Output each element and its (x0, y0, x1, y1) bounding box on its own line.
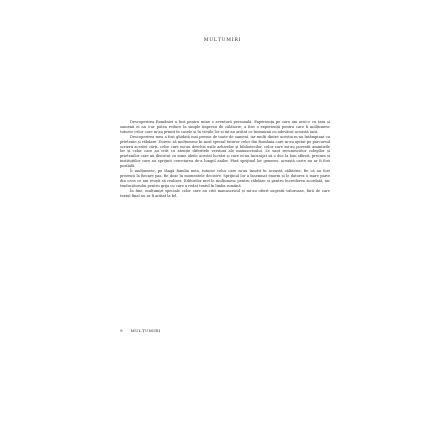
paragraph: Descoperirea României a fost pentru mine o aventură personală. Experiența pe care am avut-o cu țara și oamenii ei nu s-ar putea reduce la simple impresii de călătorie; a fost o experiență pentru care îi mulțumesc tuturor celor care m-au primit în casele și în viețile lor și mi-au arătat ce înseamnă cu adevărat această țară. (120, 120, 330, 134)
paragraph: Îi mulțumesc, pe lângă familia mea, tuturor celor care m-au însoțit în această călătorie, fie că au fost prezenți la fiecare pas, fie doar în momentele decisive. Sprijinul lor a însemnat enorm și le datorez o mare parte din ceea ce am reușit să realizez. Editorilor mei le mulțumesc pentru răbdare și pentru încrederea acordată, iar traducătorului pentru grija cu care a redat textul în limba română. (120, 169, 330, 188)
paragraph: În fine, mulțumiri speciale celor care au citit manuscrisul și mi-au oferit sugestii valoroase, fără de care textul final nu ar fi arătat la fel. (120, 188, 330, 198)
page-footer (120, 328, 161, 333)
body-text (120, 120, 330, 199)
page-number: 9 (120, 328, 123, 333)
footer-label: MULȚUMIRI (130, 328, 161, 333)
paragraph: Descoperirea mea a fost ghidată mai presus de toate de oameni, iar mulți dintre aceștia m-au întâmpinat cu prietenie și răbdare. Doresc să mulțumesc în mod special tuturor celor din România care m-au ajutat pe parcursul scrierii acestei cărți, celor care mi-au deschis ușile arhivelor și bibliotecilor, celor care mi-au povestit amintirile lor și celor care au citit cu atenție diferitele versiuni ale manuscrisului. Le sunt recunoscător colegilor și prietenilor care au discutat cu mine ideile acestei lucrări și care m-au încurajat să o duc la bun sfârșit, precum și instituțiilor care au sprijinit cercetarea de-a lungul anilor. Fără sprijinul lor generos, această carte nu ar fi fost posibilă. (120, 134, 330, 169)
running-head: MULȚUMIRI (203, 38, 242, 43)
